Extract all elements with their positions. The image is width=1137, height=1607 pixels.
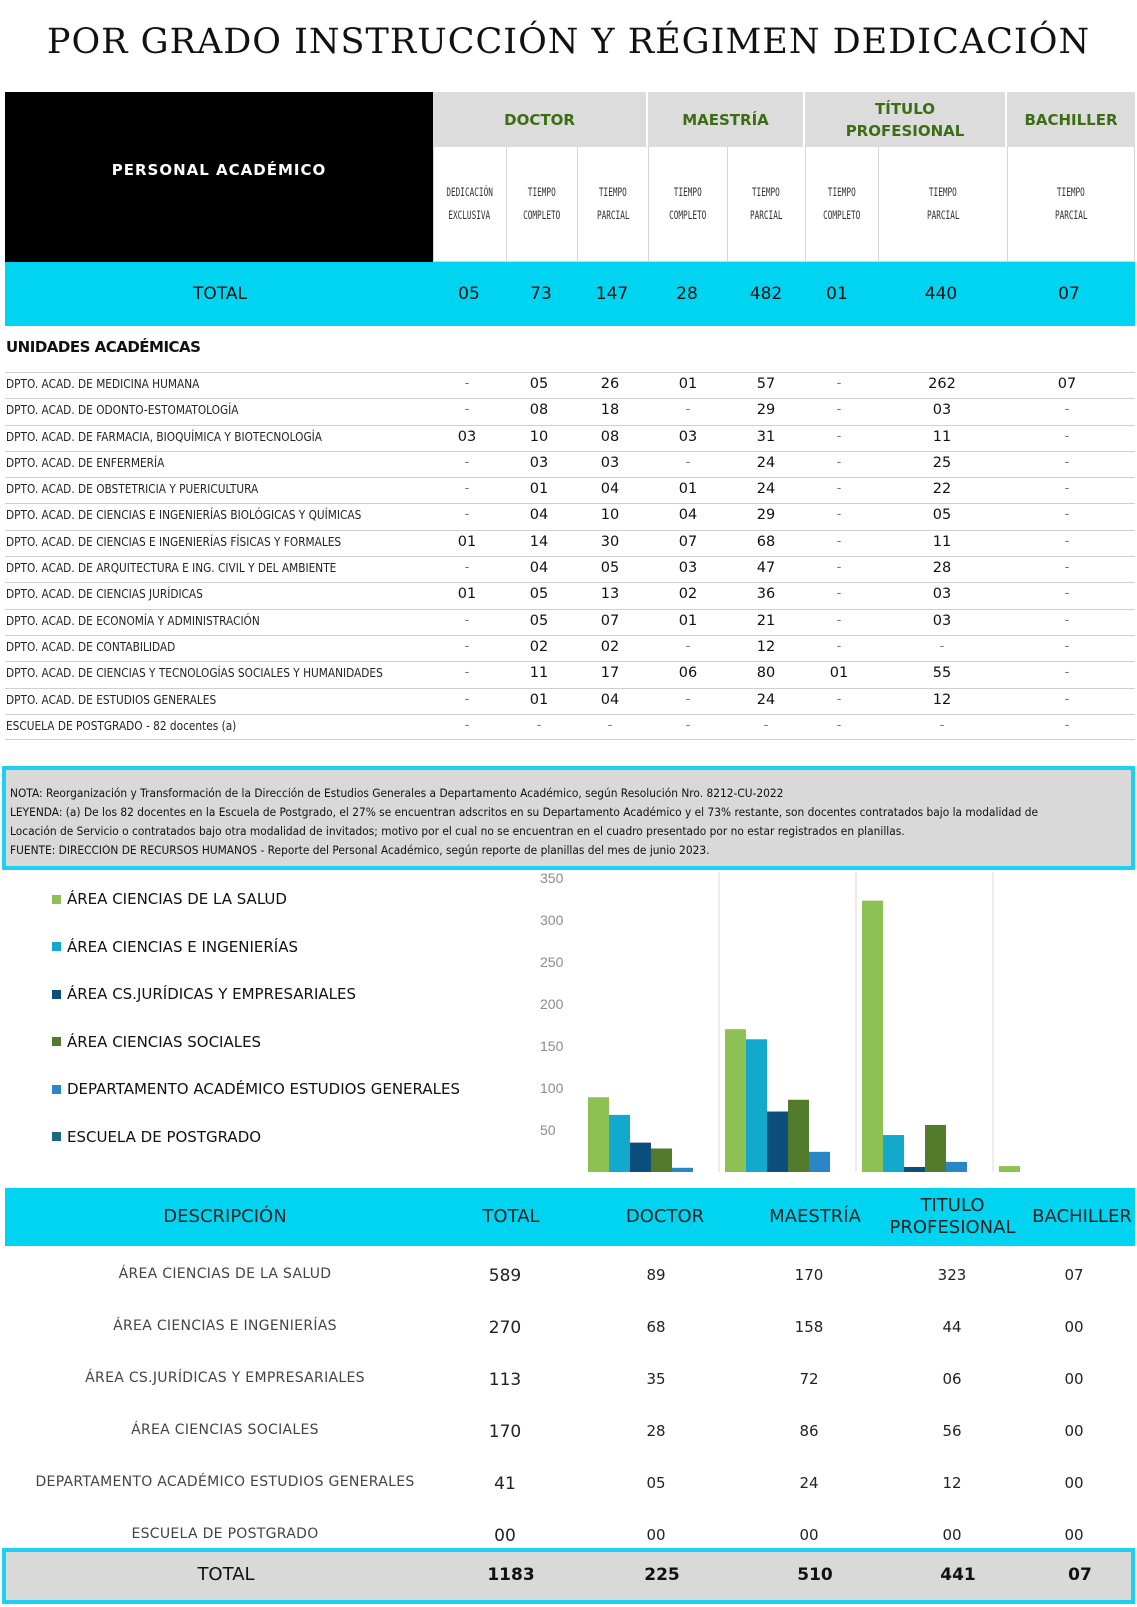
unit-value: -	[464, 454, 470, 470]
unit-value: 03	[678, 560, 698, 577]
legend-label: ÁREA CIENCIAS SOCIALES	[67, 1032, 262, 1051]
summary-header-titulo: TITULO PROFESIONAL	[889, 1195, 1016, 1238]
subcol-mae-tc: TIEMPO COMPLETO	[648, 147, 727, 262]
summary-row	[5, 1356, 1135, 1408]
legend-line: LEYENDA: (a) De los 82 docentes en la Escuela de Postgrado, el 27% se encuentran adscritos en su Departamento Académico y el 73% restante, son docentes contratados bajo la modalidad de	[10, 806, 1039, 819]
y-tick-label: 350	[540, 870, 564, 886]
bar	[788, 1100, 809, 1172]
unit-value: 05	[529, 586, 549, 603]
bar	[725, 1029, 746, 1172]
summary-value: 589	[488, 1266, 522, 1286]
unit-value: 29	[756, 507, 776, 524]
summary-value: 113	[488, 1370, 522, 1390]
unit-value: 05	[529, 612, 549, 629]
unit-value: -	[607, 717, 613, 733]
unit-value: 05	[600, 560, 620, 577]
summary-total-value: 225	[644, 1565, 680, 1585]
note-line: NOTA: Reorganización y Transformación de la Dirección de Estudios Generales a Departamento Académico, según Resolución Nro. 8212-CU-2022	[10, 787, 784, 800]
bar	[904, 1167, 925, 1172]
subcol-doc-tp: TIEMPO PARCIAL	[577, 147, 648, 262]
table-row	[5, 661, 1135, 687]
y-tick-label: 100	[540, 1080, 564, 1096]
unit-value: -	[836, 428, 842, 444]
bar	[999, 1166, 1020, 1172]
table-row	[5, 530, 1135, 556]
unit-value: 01	[678, 612, 698, 629]
summary-value: 170	[794, 1266, 824, 1284]
unit-value: 10	[600, 507, 620, 524]
subcol-tit-tp: TIEMPO PARCIAL	[878, 147, 1007, 262]
unit-name: DPTO. ACAD. DE ODONTO-ESTOMATOLOGÍA	[6, 403, 239, 418]
unit-value: 31	[756, 428, 776, 445]
unit-value: 24	[756, 481, 776, 498]
summary-total-value: 07	[1068, 1565, 1092, 1585]
unit-value: 13	[600, 586, 620, 603]
total-value: 73	[530, 284, 552, 304]
summary-header-total: TOTAL	[482, 1206, 540, 1227]
unit-value: -	[836, 691, 842, 707]
table-row	[5, 688, 1135, 714]
bar	[767, 1112, 788, 1172]
unit-value: 01	[529, 691, 549, 708]
unit-value: 11	[529, 665, 549, 682]
bar	[609, 1115, 630, 1172]
summary-row	[5, 1460, 1135, 1512]
summary-value: 170	[488, 1422, 522, 1442]
unit-value: -	[836, 481, 842, 497]
legend-item	[52, 1128, 261, 1146]
unit-value: 07	[600, 612, 620, 629]
y-tick-label: 150	[540, 1038, 564, 1054]
unit-value: 03	[457, 428, 477, 445]
table-row	[5, 556, 1135, 582]
group-bachiller: BACHILLER	[1007, 92, 1135, 147]
unit-value: 07	[1057, 376, 1077, 392]
total-value: 147	[595, 284, 629, 304]
unit-value: -	[464, 376, 470, 391]
summary-value: 89	[646, 1266, 666, 1284]
summary-header	[5, 1188, 1135, 1246]
unit-value: 03	[600, 454, 620, 471]
unit-value: 01	[678, 481, 698, 498]
summary-value: 00	[1064, 1474, 1084, 1492]
unit-value: 04	[529, 507, 549, 524]
summary-value: 07	[1064, 1266, 1084, 1284]
summary-row	[5, 1408, 1135, 1460]
units-table	[5, 372, 1135, 740]
unit-value: -	[1064, 612, 1070, 628]
summary-total-value: 510	[797, 1565, 833, 1585]
group-doctor: DOCTOR	[433, 92, 648, 147]
unit-value: -	[1064, 507, 1070, 523]
unit-value: 12	[932, 691, 952, 708]
unit-value: -	[464, 691, 470, 707]
summary-row	[5, 1252, 1135, 1304]
unit-value: 05	[529, 376, 549, 392]
unit-value: -	[836, 638, 842, 654]
unit-value: -	[836, 376, 842, 391]
unit-value: 02	[600, 638, 620, 655]
legend-swatch	[52, 895, 61, 904]
summary-desc: ÁREA CS.JURÍDICAS Y EMPRESARIALES	[85, 1370, 365, 1386]
unit-value: -	[836, 402, 842, 418]
unit-value: 21	[756, 612, 776, 629]
unit-value: 08	[600, 428, 620, 445]
total-label: TOTAL	[193, 284, 247, 304]
unit-value: -	[464, 481, 470, 497]
unit-value: -	[836, 612, 842, 628]
summary-header-desc: DESCRIPCIÓN	[163, 1206, 287, 1227]
summary-value: 00	[799, 1526, 819, 1544]
summary-value: 24	[799, 1474, 819, 1492]
unit-name: DPTO. ACAD. DE FARMACIA, BIOQUÍMICA Y BIOTECNOLOGÍA	[6, 429, 322, 444]
unit-value: 24	[756, 454, 776, 471]
subcol-bac-tp: TIEMPO PARCIAL	[1007, 147, 1135, 262]
unit-name: DPTO. ACAD. DE CIENCIAS Y TECNOLOGÍAS SOCIALES Y HUMANIDADES	[6, 666, 383, 681]
unit-value: -	[836, 586, 842, 602]
bar	[809, 1152, 830, 1172]
unit-value: 03	[678, 428, 698, 445]
unit-value: -	[464, 612, 470, 628]
table-row	[5, 714, 1135, 740]
subcol-mae-tp: TIEMPO PARCIAL	[727, 147, 805, 262]
legend-item	[52, 1080, 460, 1098]
bar	[630, 1143, 651, 1172]
unit-value: -	[464, 717, 470, 733]
bar	[588, 1097, 609, 1172]
unit-value: -	[685, 717, 691, 733]
unit-value: -	[1064, 717, 1070, 733]
summary-total-row	[2, 1548, 1135, 1604]
source-line: FUENTE: DIRECCIÓN DE RECURSOS HUMANOS - Reporte del Personal Académico, según reporte de planillas del mes de junio 2023.	[10, 844, 710, 857]
unit-name: DPTO. ACAD. DE ARQUITECTURA E ING. CIVIL Y DEL AMBIENTE	[6, 561, 337, 576]
table-row	[5, 609, 1135, 635]
summary-value: 00	[1064, 1526, 1084, 1544]
table-row	[5, 635, 1135, 661]
unit-value: -	[836, 533, 842, 549]
unit-value: -	[1064, 691, 1070, 707]
summary-value: 00	[646, 1526, 666, 1544]
unit-value: 03	[932, 402, 952, 419]
unit-name: DPTO. ACAD. DE ENFERMERÍA	[6, 455, 165, 470]
summary-desc: ÁREA CIENCIAS SOCIALES	[131, 1422, 319, 1438]
unit-value: 80	[756, 665, 776, 682]
unit-value: 06	[678, 665, 698, 682]
summary-value: 00	[1064, 1370, 1084, 1388]
summary-total-label: TOTAL	[197, 1564, 255, 1585]
unit-value: 12	[756, 638, 776, 655]
summary-value: 68	[646, 1318, 666, 1336]
total-value: 482	[749, 284, 783, 304]
unit-value: 01	[457, 533, 477, 550]
summary-header-doctor: DOCTOR	[625, 1206, 705, 1227]
legend-item	[52, 1033, 261, 1051]
unit-value: -	[1064, 428, 1070, 444]
summary-value: 56	[942, 1422, 962, 1440]
unit-value: -	[685, 638, 691, 654]
y-tick-label: 250	[540, 954, 564, 970]
table-row	[5, 425, 1135, 451]
bar	[883, 1135, 904, 1172]
bar	[746, 1039, 767, 1172]
subcol-doc-de: DEDICACIÓN EXCLUSIVA	[433, 147, 506, 262]
unit-value: 25	[932, 454, 952, 471]
unit-value: 18	[600, 402, 620, 419]
unit-value: -	[685, 691, 691, 707]
table-row	[5, 451, 1135, 477]
legend-swatch	[52, 1085, 61, 1094]
total-value: 440	[924, 284, 958, 304]
unit-value: -	[685, 454, 691, 470]
unit-value: 04	[678, 507, 698, 524]
table-row	[5, 477, 1135, 503]
unit-value: -	[685, 402, 691, 418]
summary-row	[5, 1304, 1135, 1356]
legend-swatch	[52, 942, 61, 951]
unit-value: 36	[756, 586, 776, 603]
unit-value: 14	[529, 533, 549, 550]
unit-value: -	[939, 638, 945, 654]
summary-value: 06	[942, 1370, 962, 1388]
unit-value: 47	[756, 560, 776, 577]
unit-value: 55	[932, 665, 952, 682]
summary-total-value: 1183	[487, 1565, 535, 1585]
total-value: 05	[458, 284, 480, 304]
total-value: 01	[826, 284, 848, 304]
legend-label: ÁREA CIENCIAS DE LA SALUD	[67, 890, 287, 908]
unit-value: 26	[600, 376, 620, 392]
unit-value: -	[763, 717, 769, 733]
total-value: 07	[1058, 284, 1080, 304]
summary-value: 12	[942, 1474, 962, 1492]
personal-academico-header: PERSONAL ACADÉMICO	[5, 92, 433, 262]
table-row	[5, 372, 1135, 398]
legend-line: Locación de Servicio o contratados bajo otra modalidad de invitados; motivo por el cual no se encuentran en el cuadro presentado por no estar registrados en planillas.	[10, 825, 905, 838]
unit-value: -	[1064, 560, 1070, 576]
unit-value: -	[1064, 665, 1070, 681]
summary-value: 323	[937, 1266, 967, 1284]
unit-value: -	[464, 402, 470, 418]
subcol-tit-tc: TIEMPO COMPLETO	[805, 147, 878, 262]
y-tick-label: 50	[540, 1122, 556, 1138]
unit-value: 07	[678, 533, 698, 550]
unit-value: 08	[529, 402, 549, 419]
unit-value: -	[464, 665, 470, 681]
unit-value: -	[1064, 586, 1070, 602]
group-maestria: MAESTRÍA	[648, 92, 805, 147]
bar	[862, 901, 883, 1172]
unit-name: DPTO. ACAD. DE CONTABILIDAD	[6, 639, 176, 654]
unit-value: 11	[932, 428, 952, 445]
summary-value: 28	[646, 1422, 666, 1440]
unit-value: 10	[529, 428, 549, 445]
summary-desc: ÁREA CIENCIAS E INGENIERÍAS	[113, 1318, 337, 1334]
unit-value: 17	[600, 665, 620, 682]
unit-value: 04	[529, 560, 549, 577]
unit-name: DPTO. ACAD. DE CIENCIAS JURÍDICAS	[6, 587, 203, 602]
summary-header-bachiller: BACHILLER	[1032, 1206, 1132, 1227]
summary-desc: ÁREA CIENCIAS DE LA SALUD	[118, 1266, 332, 1282]
summary-total-value: 441	[940, 1565, 976, 1585]
legend-item	[52, 985, 356, 1003]
unit-value: 02	[529, 638, 549, 655]
table-header	[5, 92, 1135, 262]
summary-value: 00	[494, 1526, 516, 1546]
unit-value: -	[1064, 638, 1070, 654]
y-tick-label: 300	[540, 912, 564, 928]
unit-value: 04	[600, 691, 620, 708]
summary-value: 41	[494, 1474, 516, 1494]
unit-value: 03	[932, 586, 952, 603]
unit-value: 11	[932, 533, 952, 550]
unit-value: -	[1064, 481, 1070, 497]
bar	[651, 1148, 672, 1172]
unit-value: 01	[529, 481, 549, 498]
summary-value: 158	[794, 1318, 824, 1336]
unit-value: 04	[600, 481, 620, 498]
subcol-doc-tc: TIEMPO COMPLETO	[506, 147, 577, 262]
summary-header-maestria: MAESTRÍA	[769, 1206, 861, 1227]
bar	[672, 1168, 693, 1172]
unit-value: 30	[600, 533, 620, 550]
unit-value: 01	[829, 665, 849, 682]
summary-desc: DEPARTAMENTO ACADÉMICO ESTUDIOS GENERALES	[35, 1474, 415, 1490]
unit-name: DPTO. ACAD. DE ESTUDIOS GENERALES	[6, 692, 217, 707]
unit-value: 29	[756, 402, 776, 419]
bar	[946, 1162, 967, 1172]
unit-value: 57	[756, 376, 776, 392]
legend-label: ÁREA CS.JURÍDICAS Y EMPRESARIALES	[67, 985, 357, 1003]
unit-value: 02	[678, 586, 698, 603]
unit-value: -	[836, 507, 842, 523]
unit-value: -	[836, 717, 842, 733]
table-row	[5, 582, 1135, 608]
unit-value: -	[1064, 402, 1070, 418]
unit-value: 01	[678, 376, 698, 392]
unit-value: -	[836, 454, 842, 470]
unit-value: -	[464, 638, 470, 654]
unit-value: 03	[529, 454, 549, 471]
summary-value: 72	[799, 1370, 819, 1388]
summary-value: 44	[942, 1318, 962, 1336]
legend-swatch	[52, 1037, 61, 1046]
unit-value: 05	[932, 507, 952, 524]
legend-label: DEPARTAMENTO ACADÉMICO ESTUDIOS GENERALES	[67, 1080, 460, 1098]
legend-label: ÁREA CIENCIAS E INGENIERÍAS	[67, 937, 298, 956]
bar	[925, 1125, 946, 1172]
summary-value: 86	[799, 1422, 819, 1440]
bar-chart	[540, 870, 1135, 1180]
unit-value: -	[939, 717, 945, 733]
unit-value: -	[1064, 454, 1070, 470]
summary-value: 00	[1064, 1318, 1084, 1336]
group-titulo: TÍTULO PROFESIONAL	[805, 92, 1007, 147]
unit-value: -	[464, 560, 470, 576]
unit-value: 22	[932, 481, 952, 498]
summary-value: 00	[942, 1526, 962, 1544]
summary-desc: ESCUELA DE POSTGRADO	[131, 1526, 319, 1542]
legend-swatch	[52, 990, 61, 999]
unit-value: -	[464, 507, 470, 523]
unit-value: 28	[932, 560, 952, 577]
y-tick-label: 200	[540, 996, 564, 1012]
unit-value: 24	[756, 691, 776, 708]
unit-value: -	[1064, 533, 1070, 549]
units-title: UNIDADES ACADÉMICAS	[6, 338, 201, 356]
legend-item	[52, 890, 287, 908]
summary-value: 00	[1064, 1422, 1084, 1440]
unit-name: DPTO. ACAD. DE ECONOMÍA Y ADMINISTRACIÓN	[6, 613, 260, 628]
unit-name: DPTO. ACAD. DE CIENCIAS E INGENIERÍAS BIOLÓGICAS Y QUÍMICAS	[6, 508, 362, 523]
summary-value: 05	[646, 1474, 666, 1492]
unit-value: 68	[756, 533, 776, 550]
unit-value: -	[536, 717, 542, 733]
summary-value: 35	[646, 1370, 666, 1388]
unit-name: DPTO. ACAD. DE CIENCIAS E INGENIERÍAS FÍSICAS Y FORMALES	[6, 534, 342, 549]
unit-value: 01	[457, 586, 477, 603]
page-title: POR GRADO INSTRUCCIÓN Y RÉGIMEN DEDICACIÓN	[46, 22, 1091, 62]
unit-value: -	[836, 560, 842, 576]
total-row	[5, 262, 1135, 326]
legend-item	[52, 938, 298, 956]
table-row	[5, 503, 1135, 529]
unit-name: DPTO. ACAD. DE OBSTETRICIA Y PUERICULTURA	[6, 482, 259, 497]
total-value: 28	[676, 284, 698, 304]
summary-value: 270	[488, 1318, 522, 1338]
note-box	[2, 766, 1135, 870]
legend-label: ESCUELA DE POSTGRADO	[67, 1127, 262, 1146]
unit-name: ESCUELA DE POSTGRADO - 82 docentes (a)	[6, 718, 237, 733]
legend-swatch	[52, 1132, 61, 1141]
unit-name: DPTO. ACAD. DE MEDICINA HUMANA	[6, 377, 200, 391]
table-row	[5, 398, 1135, 424]
unit-value: 262	[928, 376, 956, 392]
unit-value: 03	[932, 612, 952, 629]
